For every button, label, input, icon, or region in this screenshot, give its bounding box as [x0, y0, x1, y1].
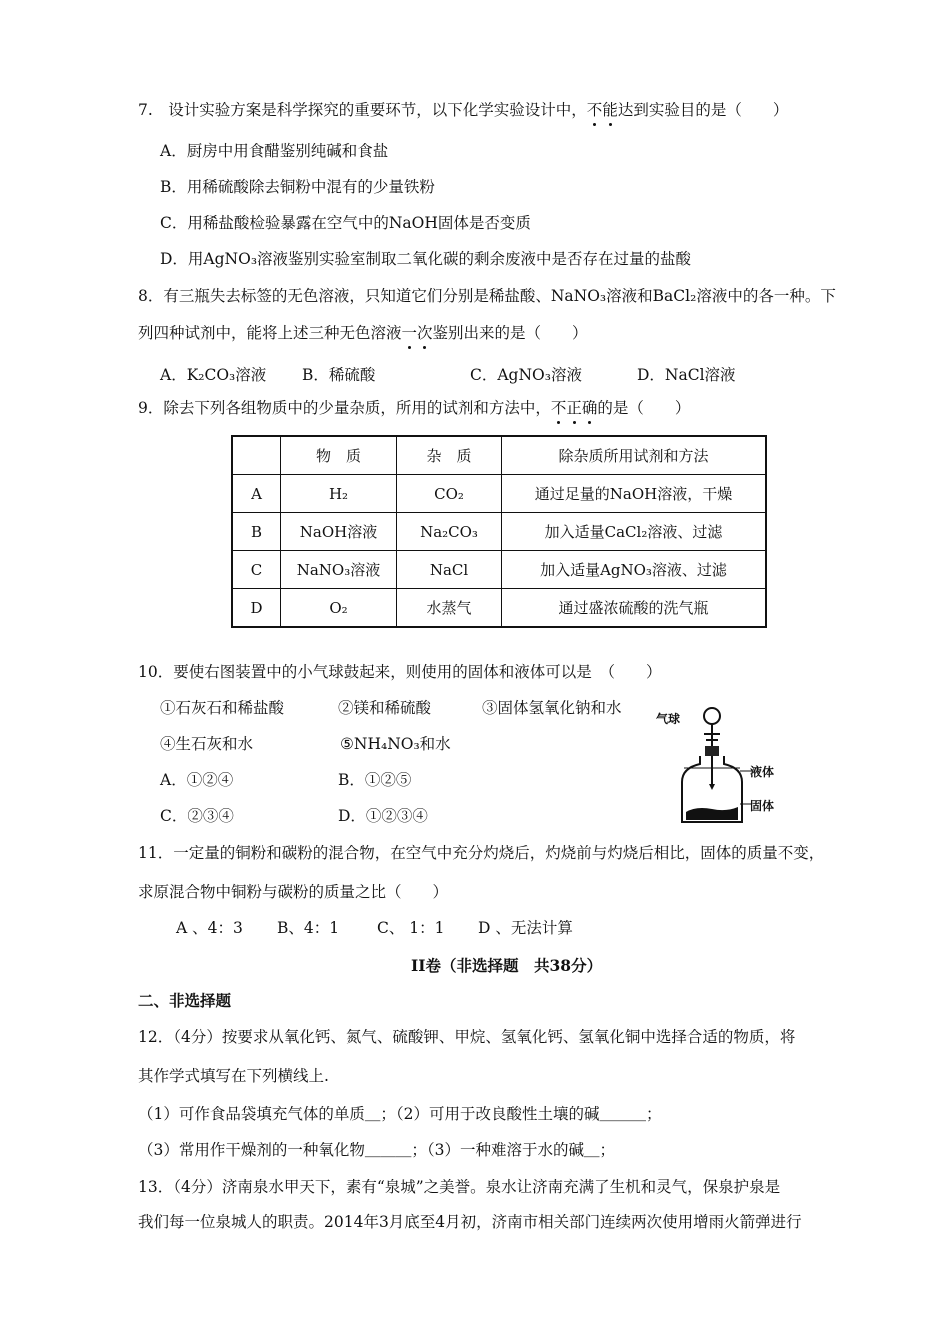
emphasis-char: 正: [566, 399, 582, 417]
q11-option-b: B、4：1: [277, 919, 340, 937]
table-cell: D: [232, 589, 281, 628]
q10-option-b: B．①②⑤: [338, 771, 412, 789]
q8-option-b: B．稀硫酸: [302, 366, 376, 384]
part2-title: II卷（非选择题 共38分）: [411, 956, 603, 975]
table-cell: 加入适量AgNO₃溶液、过滤: [502, 551, 767, 589]
q9-stem: 9．除去下列各组物质中的少量杂质，所用的试剂和方法中，不正确的是（ ）: [138, 399, 691, 417]
q11-option-d: D 、无法计算: [478, 919, 573, 937]
q8-line2: 列四种试剂中，能将上述三种无色溶液一次鉴别出来的是（ ）: [138, 324, 588, 342]
table-header-cell: 杂 质: [397, 436, 502, 475]
impurity-table: [231, 435, 767, 628]
emphasis-char: 一: [401, 324, 418, 342]
table-cell: 通过足量的NaOH溶液，干燥: [502, 475, 767, 513]
table-cell: 水蒸气: [397, 589, 502, 628]
q13-line1: 13．（4分）济南泉水甲天下，素有“泉城”之美誉。泉水让济南充满了生机和灵气，保泉护泉是: [138, 1178, 781, 1196]
q11-option-a: A 、4：3: [176, 919, 243, 937]
table-header-cell: 物 质: [281, 436, 397, 475]
table-cell: 加入适量CaCl₂溶液、过滤: [502, 513, 767, 551]
q10-option-c: C．②③④: [160, 807, 234, 825]
table-row: [232, 551, 766, 589]
table-cell: A: [232, 475, 281, 513]
q10-item-4: ④生石灰和水: [160, 735, 254, 753]
balloon-label: 气球: [656, 712, 681, 726]
liquid-label: 液体: [750, 765, 775, 779]
table-cell: NaNO₃溶液: [281, 551, 397, 589]
q7-option-c: C．用稀盐酸检验暴露在空气中的NaOH固体是否变质: [160, 214, 531, 232]
table-cell: C: [232, 551, 281, 589]
q12-line3: （1）可作食品袋填充气体的单质＿；（2）可用于改良酸性土壤的碱＿＿＿；: [138, 1105, 662, 1123]
table-cell: H₂: [281, 475, 397, 513]
q8-line1: 8．有三瓶失去标签的无色溶液，只知道它们分别是稀盐酸、NaNO₃溶液和BaCl₂溶液中的各一种。下: [138, 287, 836, 305]
emphasis-char: 确: [581, 399, 598, 417]
solid-label: 固体: [750, 799, 775, 813]
q7-option-b: B．用稀硫酸除去铜粉中混有的少量铁粉: [160, 178, 435, 196]
table-row: [232, 475, 766, 513]
table-cell: 通过盛浓硫酸的洗气瓶: [502, 589, 767, 628]
q10-item-3: ③固体氢氧化钠和水: [482, 699, 622, 717]
q10-item-1: ①石灰石和稀盐酸: [160, 699, 285, 717]
table-cell: NaOH溶液: [281, 513, 397, 551]
q10-option-a: A．①②④: [160, 771, 234, 789]
emphasis-char: 不: [550, 399, 567, 417]
q7-stem: 7. 设计实验方案是科学探究的重要环节，以下化学实验设计中，不能达到实验目的是（ ）: [138, 101, 789, 119]
q12-line2: 其作学式填写在下列横线上.: [138, 1067, 329, 1085]
q11-line2: 求原混合物中铜粉与碳粉的质量之比（ ）: [138, 883, 449, 901]
q12-line4: （3）常用作干燥剂的一种氧化物＿＿＿；（3）一种难溶于水的碱＿；: [138, 1141, 615, 1159]
table-row: [232, 513, 766, 551]
q13-line2: 我们每一位泉城人的职责。2014年3月底至4月初，济南市相关部门连续两次使用增雨火箭弹进行: [138, 1213, 802, 1231]
q10-stem: 10．要使右图装置中的小气球鼓起来，则使用的固体和液体可以是 （ ）: [138, 663, 662, 681]
q10-item-5: ⑤NH₄NO₃和水: [340, 735, 451, 753]
emphasis-char: 不: [586, 101, 603, 119]
emphasis-char: 能: [602, 101, 618, 119]
apparatus-figure: [652, 700, 792, 830]
q11-line1: 11．一定量的铜粉和碳粉的混合物，在空气中充分灼烧后，灼烧前与灼烧后相比，固体的质量不变，: [138, 844, 825, 862]
q10-option-d: D．①②③④: [338, 807, 428, 825]
table-header-row: [232, 436, 766, 475]
table-cell: NaCl: [397, 551, 502, 589]
q10-item-2: ②镁和稀硫酸: [338, 699, 432, 717]
q12-line1: 12．（4分）按要求从氧化钙、氮气、硫酸钾、甲烷、氢氧化钙、氢氧化铜中选择合适的物质，将: [138, 1028, 796, 1046]
q7-option-d: D．用AgNO₃溶液鉴别实验室制取二氧化碳的剩余废液中是否存在过量的盐酸: [160, 250, 692, 268]
table-header-cell: 除杂质所用试剂和方法: [502, 436, 767, 475]
table-cell: O₂: [281, 589, 397, 628]
q8-option-d: D．NaCl溶液: [637, 366, 736, 384]
q8-option-a: A．K₂CO₃溶液: [160, 366, 267, 384]
q11-option-c: C、 1：1: [377, 919, 445, 937]
table-cell: Na₂CO₃: [397, 513, 502, 551]
q8-option-c: C．AgNO₃溶液: [470, 366, 582, 384]
table-cell: CO₂: [397, 475, 502, 513]
q7-option-a: A．厨房中用食醋鉴别纯碱和食盐: [160, 142, 389, 160]
section-heading: 二、非选择题: [138, 991, 232, 1010]
table-cell: B: [232, 513, 281, 551]
emphasis-char: 次: [417, 324, 433, 342]
table-row: [232, 589, 766, 628]
table-header-cell: [232, 436, 281, 475]
